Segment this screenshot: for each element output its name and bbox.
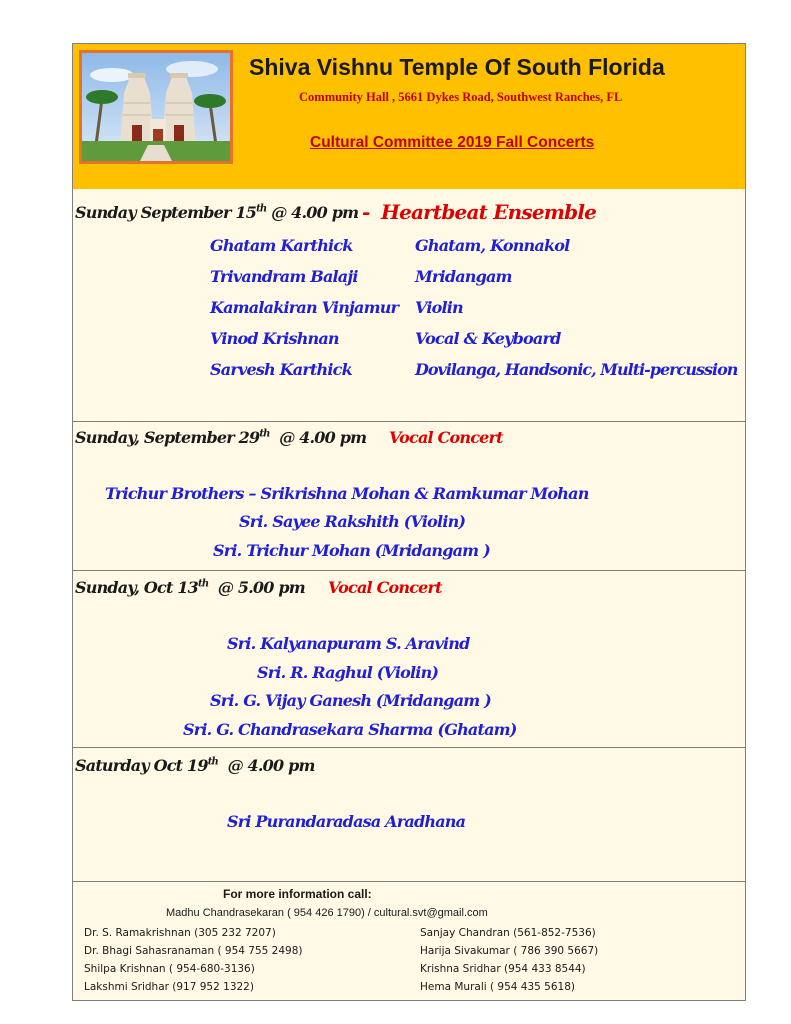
event-3-line-1: Sri. Kalyanapuram S. Aravind [227, 634, 470, 653]
event-3-date-text: Sunday, Oct 13 [75, 578, 198, 597]
event-1-date [75, 203, 358, 222]
flyer-header [73, 44, 745, 189]
performer-3-name: Kamalakiran Vinjamur [210, 298, 399, 317]
performer-2-role: Mridangam [415, 267, 512, 286]
performer-4-role: Vocal & Keyboard [415, 329, 561, 348]
event-4-time: @ 4.00 pm [227, 756, 315, 775]
footer-heading: For more information call: [223, 887, 372, 901]
event-1-time: @ 4.00 pm [271, 203, 359, 222]
event-4-date-text: Saturday Oct 19 [75, 756, 208, 775]
event-2-line-1: Trichur Brothers – Srikrishna Mohan & Ramkumar Mohan [105, 484, 589, 503]
contact-right-3: Krishna Sridhar (954 433 8544) [420, 963, 586, 975]
event-2-date-text: Sunday, September 29 [75, 428, 260, 447]
event-4-date-suffix: th [207, 756, 219, 768]
committee-heading: Cultural Committee 2019 Fall Concerts [310, 134, 595, 151]
contact-left-3: Shilpa Krishnan ( 954-680-3136) [84, 963, 255, 975]
event-2-line-2: Sri. Sayee Rakshith (Violin) [239, 512, 466, 531]
event-4-date [75, 756, 315, 775]
performer-1-name: Ghatam Karthick [210, 236, 353, 255]
event-1-dash: - [362, 200, 370, 224]
event-2-date [75, 428, 366, 447]
event-1-date-suffix: th [256, 203, 267, 215]
contact-left-1: Dr. S. Ramakrishnan (305 232 7207) [84, 927, 276, 939]
event-1-date-text: Sunday September 15 [75, 203, 257, 222]
performer-1-role: Ghatam, Konnakol [415, 236, 570, 255]
contact-left-2: Dr. Bhagi Sahasranaman ( 954 755 2498) [84, 945, 303, 957]
performer-4-name: Vinod Krishnan [210, 329, 339, 348]
event-3-date-suffix: th [198, 578, 209, 590]
hall-address: Community Hall , 5661 Dykes Road, Southwest Ranches, FL [299, 90, 623, 104]
contact-right-1: Sanjay Chandran (561-852-7536) [420, 927, 596, 939]
divider [73, 747, 745, 748]
event-2-time: @ 4.00 pm [279, 428, 367, 447]
event-3-line-3: Sri. G. Vijay Ganesh (Mridangam ) [210, 691, 491, 710]
event-3-date [75, 578, 305, 597]
event-3-title: Vocal Concert [328, 578, 442, 597]
temple-photo [79, 50, 233, 164]
event-3-line-2: Sri. R. Raghul (Violin) [257, 663, 439, 682]
performer-5-role: Dovilanga, Handsonic, Multi-percussion [415, 360, 738, 379]
divider [73, 881, 745, 882]
event-1-title: Heartbeat Ensemble [381, 200, 597, 224]
event-3-line-4: Sri. G. Chandrasekara Sharma (Ghatam) [183, 720, 517, 739]
performer-3-role: Violin [415, 298, 463, 317]
event-4-line-1: Sri Purandaradasa Aradhana [227, 812, 466, 831]
main-contact: Madhu Chandrasekaran ( 954 426 1790) / cultural.svt@gmail.com [166, 907, 488, 919]
divider [73, 570, 745, 571]
event-3-time: @ 5.00 pm [217, 578, 305, 597]
performer-5-name: Sarvesh Karthick [210, 360, 352, 379]
contact-right-4: Hema Murali ( 954 435 5618) [420, 981, 576, 993]
concert-flyer [72, 43, 746, 1001]
divider [73, 421, 745, 422]
contact-right-2: Harija Sivakumar ( 786 390 5667) [420, 945, 599, 957]
temple-title: Shiva Vishnu Temple Of South Florida [249, 54, 665, 80]
event-2-title: Vocal Concert [389, 428, 503, 447]
event-2-date-suffix: th [259, 428, 270, 440]
contact-left-4: Lakshmi Sridhar (917 952 1322) [84, 981, 254, 993]
event-2-line-3: Sri. Trichur Mohan (Mridangam ) [213, 541, 490, 560]
performer-2-name: Trivandram Balaji [210, 267, 358, 286]
